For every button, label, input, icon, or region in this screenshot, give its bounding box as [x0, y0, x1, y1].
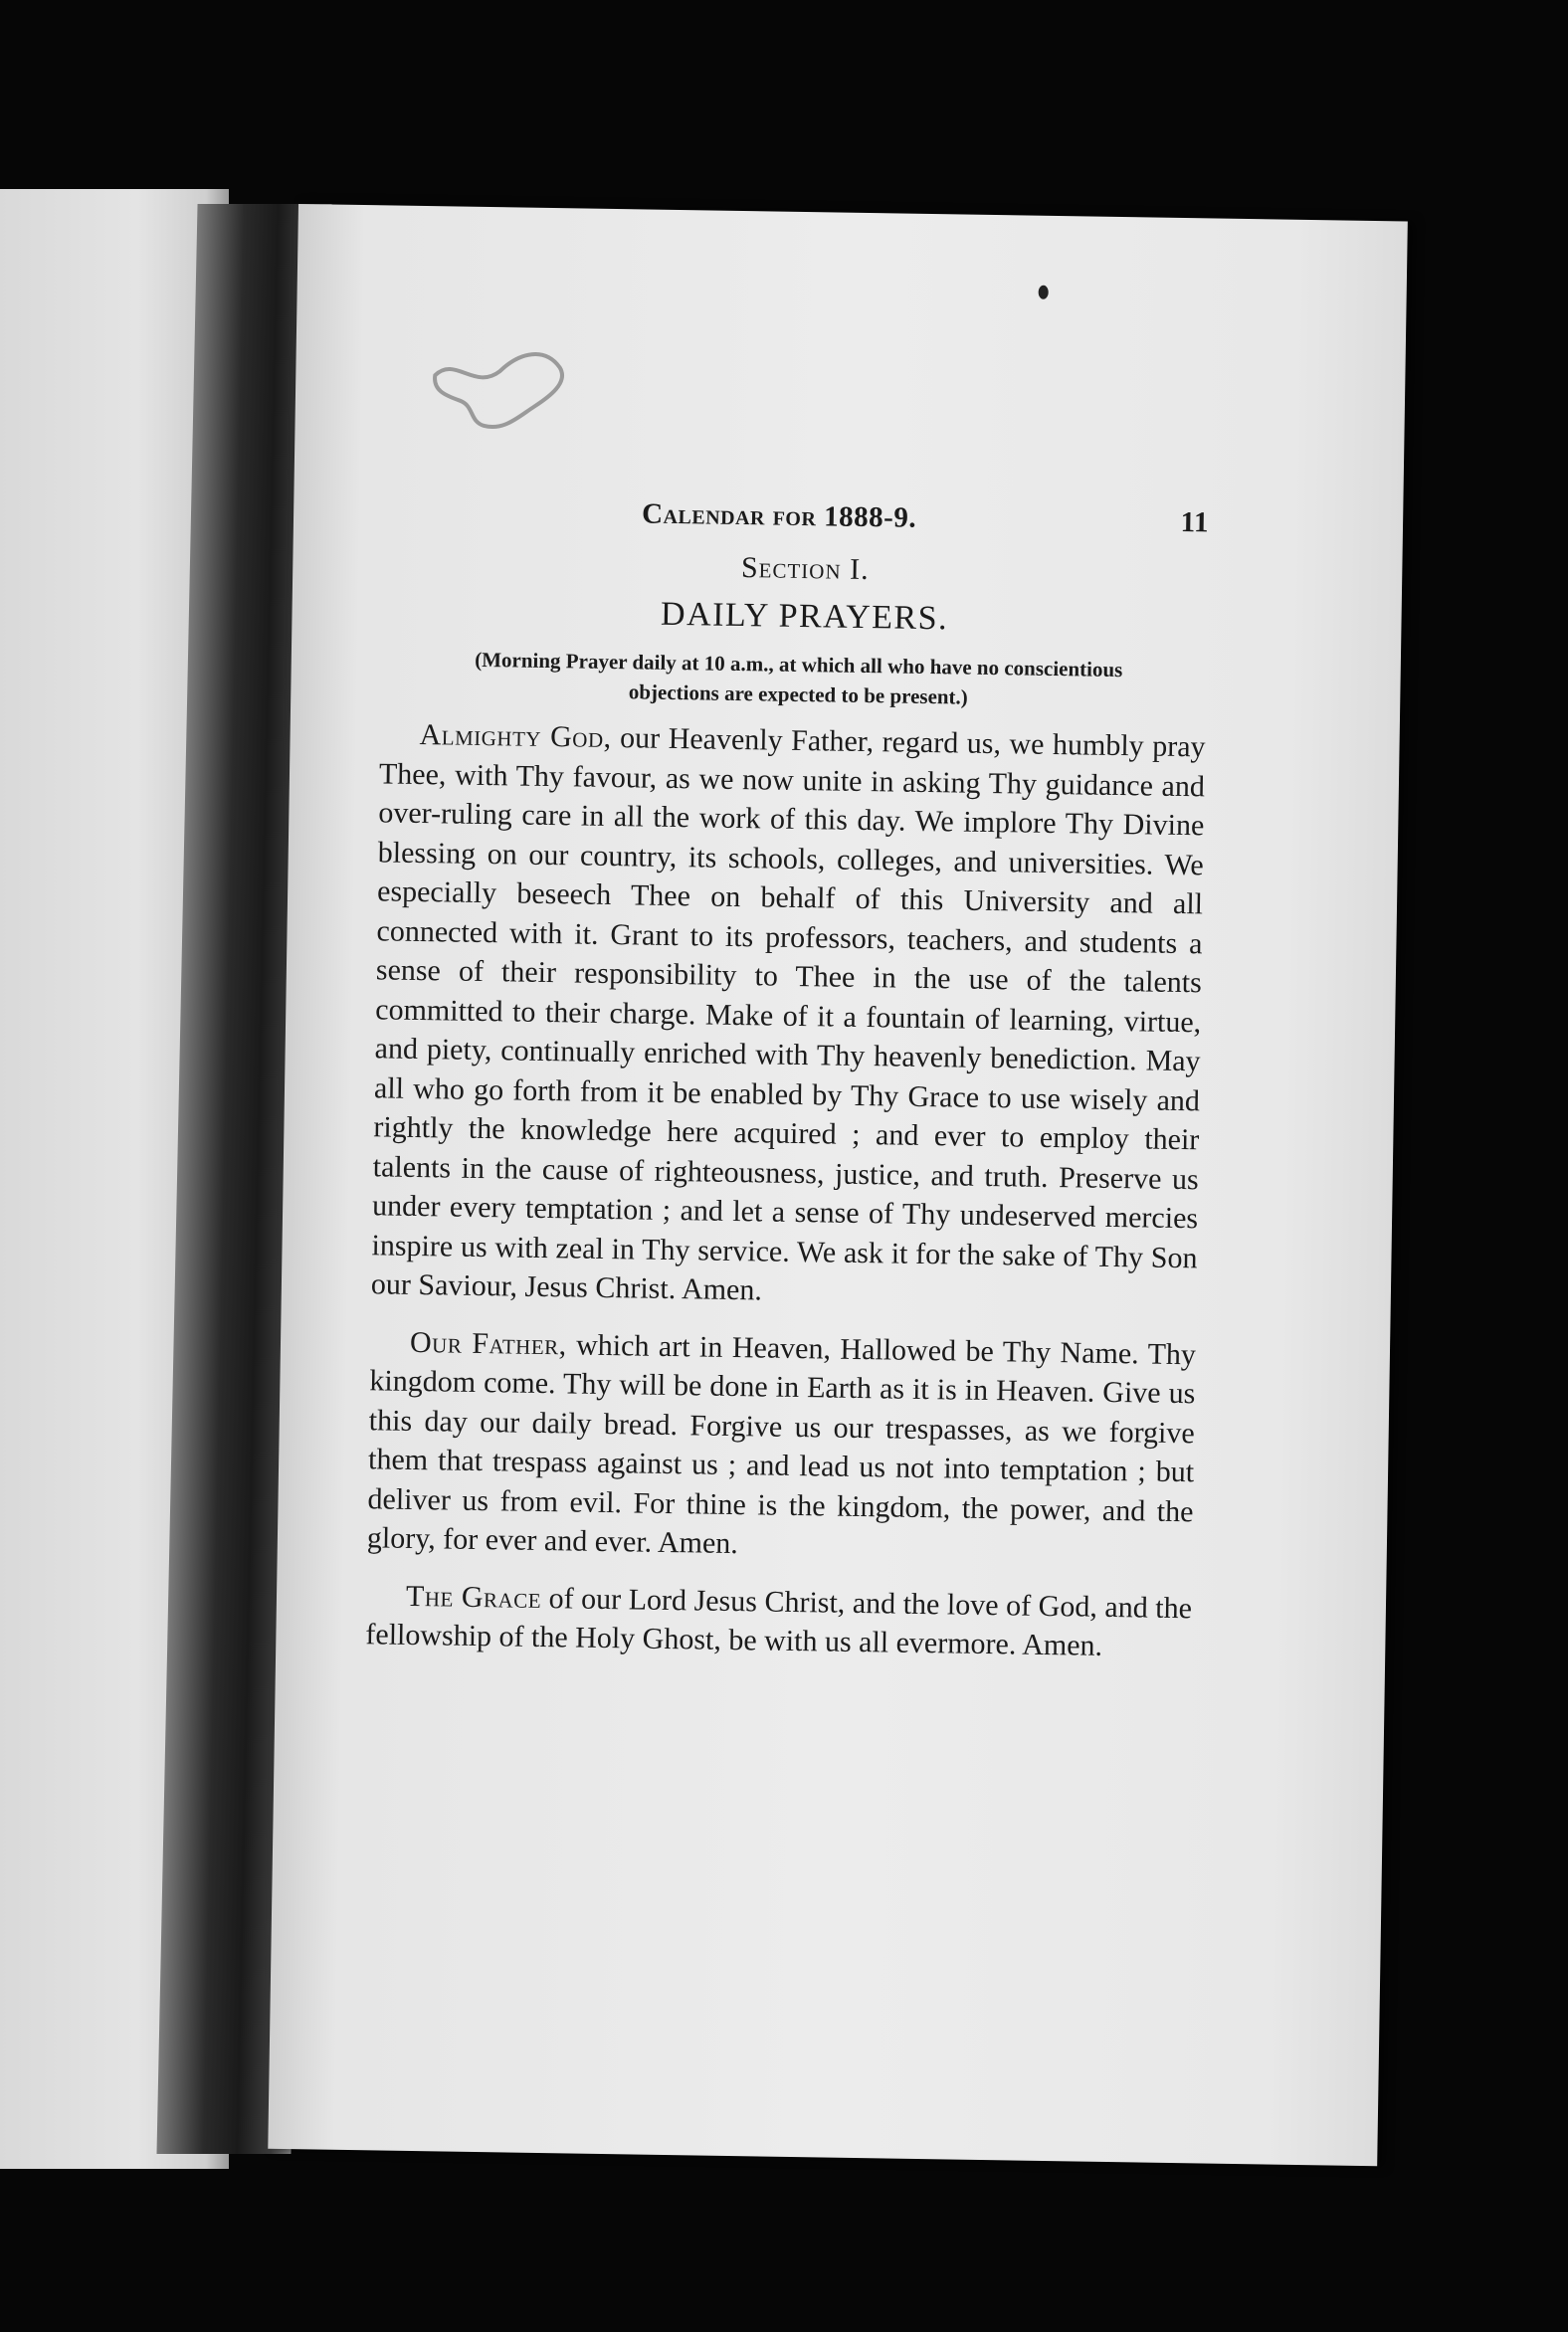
prayer-2-lead: Our Father,	[409, 1325, 567, 1361]
prayer-3-lead: The Grace	[405, 1579, 542, 1615]
running-head	[383, 493, 1210, 550]
book-page	[268, 204, 1408, 2166]
prayer-3-text: of our Lord Jesus Christ, and the love of God, and the fellowship of the Holy Ghost, be with us all evermore. Amen.	[365, 1581, 1193, 1662]
attendance-note	[390, 644, 1207, 716]
prayer-paragraph-3	[365, 1576, 1192, 1667]
speck-mark	[1039, 286, 1049, 299]
page-text	[365, 493, 1209, 1666]
section-heading: Section I.	[740, 551, 870, 587]
running-head-title: Calendar for 1888-9.	[641, 497, 917, 534]
page-number: 11	[1180, 505, 1210, 539]
page-title: DAILY PRAYERS.	[660, 595, 949, 638]
prayer-paragraph-1	[371, 714, 1206, 1316]
attendance-note-line-2: objections are expected to be present.)	[628, 680, 968, 709]
prayer-1-lead: Almighty God,	[419, 717, 612, 755]
prayer-2-text: which art in Heaven, Hallowed be Thy Name. Thy kingdom come. Thy will be done in Earth as it is in Heaven. Give us this day our daily bread. Forgive us our trespasses, as we forgive them that trespass against us ; and lead us not into temptation ; but deliver us from evil. For thine is the kingdom, the power, and the glory, for ever and ever. Amen.	[366, 1327, 1197, 1561]
attendance-note-line-1: (Morning Prayer daily at 10 a.m., at which all who have no conscientious	[475, 647, 1123, 682]
prayer-paragraph-2	[367, 1322, 1197, 1571]
prayer-1-text: our Heavenly Father, regard us, we humbly pray Thee, with Thy favour, as we now unite in asking Thy guidance and over-ruling care in all the work of this day. We implore Thy Divine blessing on our country, its schools, colleges, and universities. We especially beseech Thee on behalf of this University and all connected with it. Grant to its professors, teachers, and students a sense of their responsibility to Thee in the use of the talents committed to their charge. Make of it a fountain of learning, virtue, and piety, continually enriched with Thy heavenly benediction. May all who go forth from it be enabled by Thy Grace to use wisely and rightly the knowledge here acquired ; and ever to employ their talents in the cause of righteousness, justice, and truth. Preserve us under every temptation ; and let a sense of Thy undeserved mercies inspire us with zeal in Thy service. We ask it for the sake of Thy Son our Saviour, Jesus Christ. Amen.	[370, 721, 1206, 1307]
pencil-scribble	[424, 335, 575, 447]
